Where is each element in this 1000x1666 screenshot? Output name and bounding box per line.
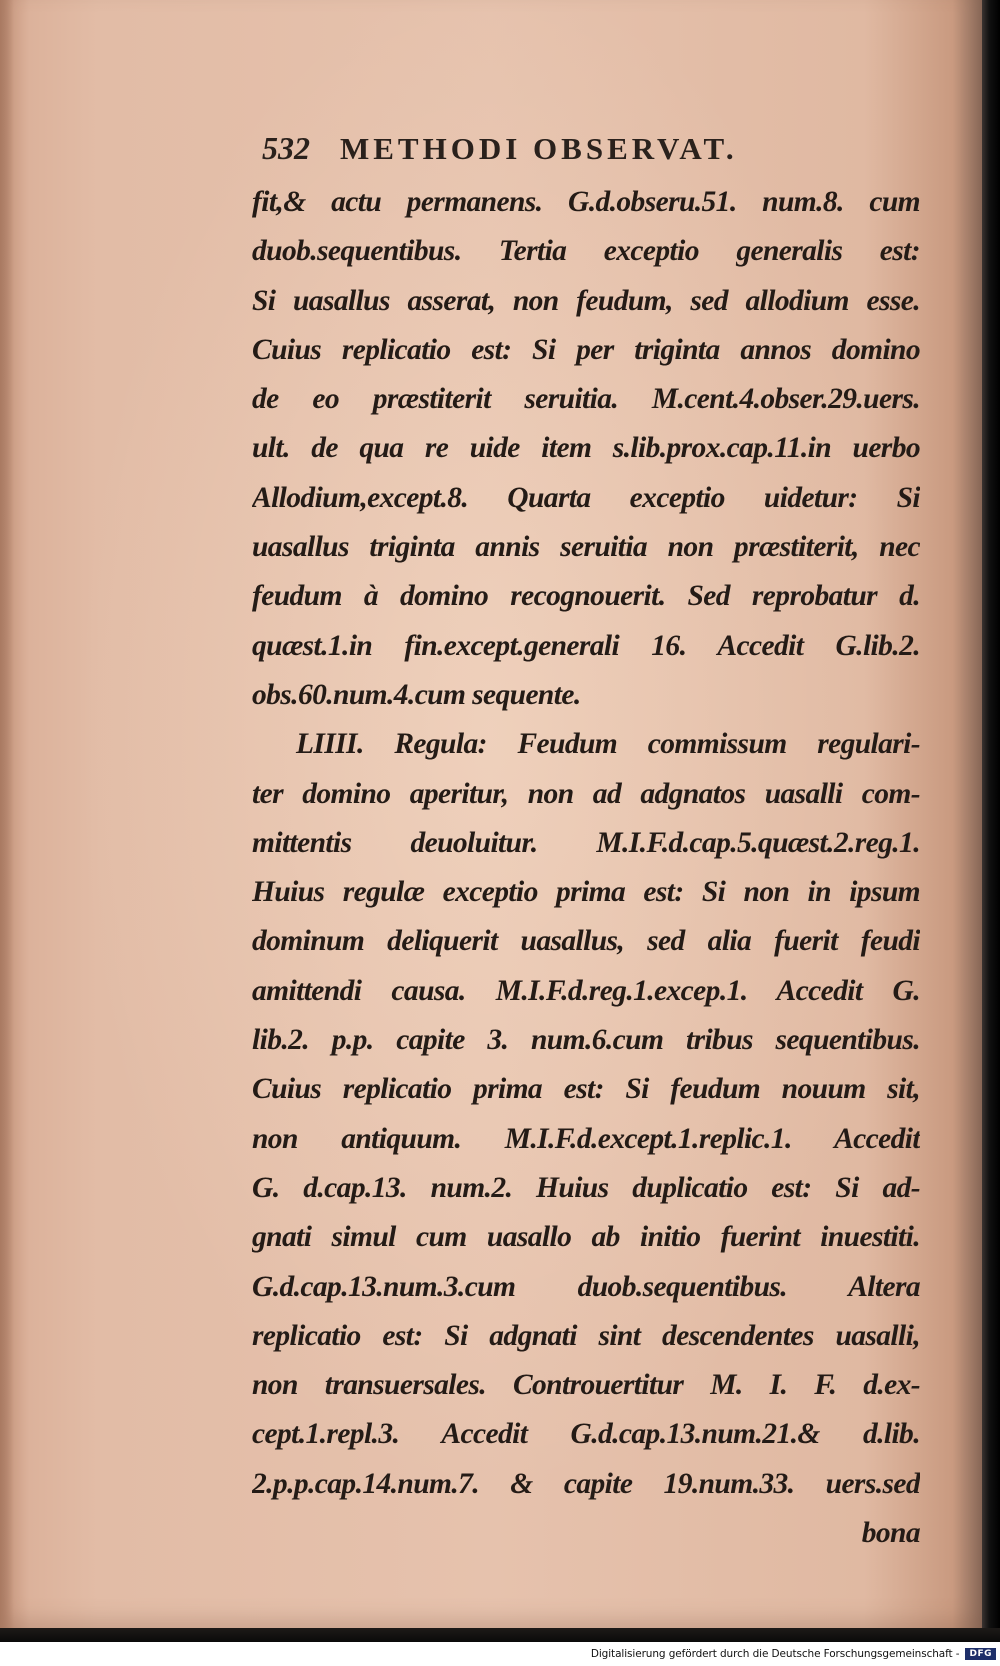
- page-number: 532: [262, 130, 310, 166]
- text-line: dominum deliquerit uasallus, sed alia fuerit feudi: [252, 925, 920, 958]
- text-line: fit,& actu permanens. G.d.obseru.51. num.8. cum: [252, 186, 920, 218]
- text-line: feudum à domino recognouerit. Sed reprobatur d.: [252, 580, 920, 613]
- footer: [0, 1642, 1000, 1666]
- text-line: Cuius replicatio prima est: Si feudum nouum sit,: [252, 1073, 920, 1106]
- text-line: uasallus triginta annis seruitia non præstiterit, nec: [252, 531, 920, 564]
- text-line: non transuersales. Controuertitur M. I. F. d.ex-: [252, 1369, 920, 1402]
- text-line: Si uasallus asserat, non feudum, sed allodium esse.: [252, 284, 920, 317]
- text-line: duob.sequentibus. Tertia exceptio generalis est:: [252, 235, 920, 268]
- text-line: cept.1.repl.3. Accedit G.d.cap.13.num.21.& d.lib.: [252, 1418, 920, 1451]
- funding-notice: Digitalisierung gefördert durch die Deutsche Forschungsgemeinschaft -: [590, 1648, 960, 1660]
- text-line: ter domino aperitur, non ad adgnatos uasalli com-: [252, 777, 920, 810]
- scan-border: [0, 1628, 1000, 1642]
- text-line: Cuius replicatio est: Si per triginta annos domino: [252, 333, 920, 366]
- catchword: bona: [861, 1517, 920, 1550]
- text-line: non antiquum. M.I.F.d.except.1.replic.1. Accedit: [252, 1122, 920, 1155]
- text-line: de eo præstiterit seruitia. M.cent.4.obser.29.uers.: [252, 383, 920, 416]
- text-line: LIIII. Regula: Feudum commissum regulari-: [296, 728, 920, 761]
- text-line: obs.60.num.4.cum sequente.: [252, 678, 581, 711]
- text-line: amittendi causa. M.I.F.d.reg.1.excep.1. Accedit G.: [252, 974, 920, 1007]
- book-binding-edge: [982, 0, 1000, 1658]
- text-line: quæst.1.in fin.except.generali 16. Accedit G.lib.2.: [252, 629, 920, 662]
- text-line: Huius regulæ exceptio prima est: Si non in ipsum: [252, 876, 920, 909]
- text-line: Allodium,except.8. Quarta exceptio uidetur: Si: [252, 481, 920, 514]
- text-line: mittentis deuoluitur. M.I.F.d.cap.5.quæst.2.reg.1.: [252, 826, 920, 859]
- text-line: gnati simul cum uasallo ab initio fuerint inuestiti.: [252, 1221, 920, 1254]
- running-head-title: METHODI OBSERVAT.: [340, 131, 738, 166]
- text-line: lib.2. p.p. capite 3. num.6.cum tribus sequentibus.: [252, 1024, 920, 1057]
- text-line: replicatio est: Si adgnati sint descendentes uasalli,: [252, 1319, 920, 1352]
- text-line: G.d.cap.13.num.3.cum duob.sequentibus. Altera: [252, 1270, 920, 1303]
- text-line: ult. de qua re uide item s.lib.prox.cap.11.in uerbo: [252, 432, 920, 465]
- dfg-logo: DFG: [965, 1648, 996, 1660]
- body-text: [252, 178, 920, 1558]
- running-head: [262, 130, 862, 167]
- text-line: G. d.cap.13. num.2. Huius duplicatio est: Si ad-: [252, 1171, 920, 1204]
- text-line: 2.p.p.cap.14.num.7. & capite 19.num.33. uers.sed: [252, 1467, 920, 1500]
